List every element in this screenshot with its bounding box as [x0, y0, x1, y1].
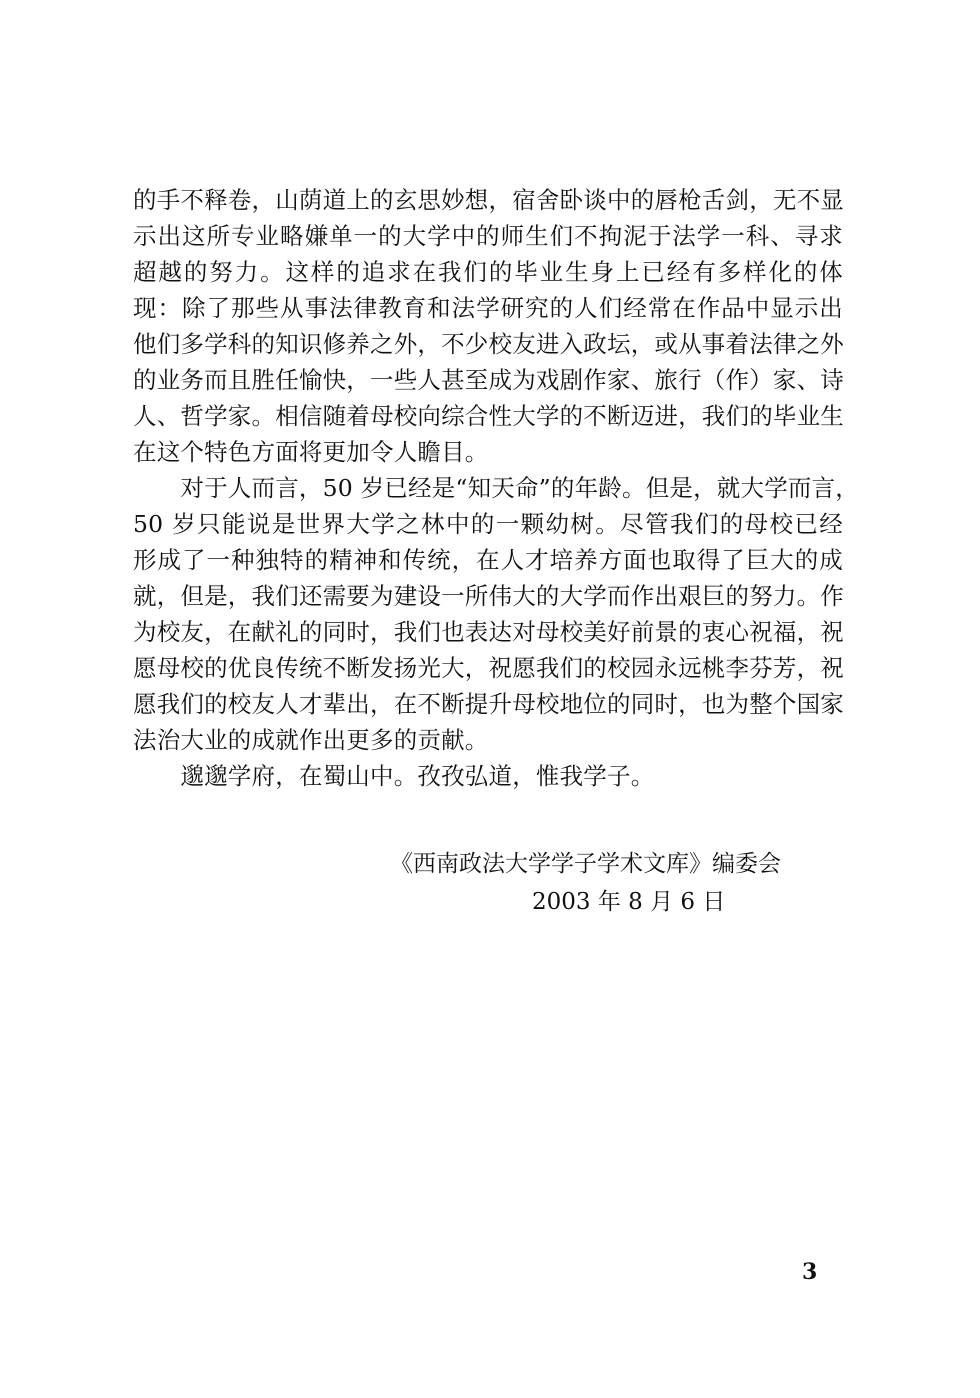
text-line: 愿母校的优良传统不断发扬光大，祝愿我们的校园永远桃李芬芳，祝 [133, 654, 844, 682]
text-line: 人、哲学家。相信随着母校向综合性大学的不断迈进，我们的毕业生 [133, 402, 844, 430]
text-line: 的手不释卷，山荫道上的玄思妙想，宿舍卧谈中的唇枪舌剑，无不显 [133, 186, 844, 214]
text-line: 愿我们的校友人才辈出，在不断提升母校地位的同时，也为整个国家 [133, 690, 844, 718]
text-line: 法治大业的成就作出更多的贡献。 [133, 726, 489, 754]
text-line: 对于人而言，50 岁已经是“知天命”的年龄。但是，就大学而言， [133, 474, 859, 502]
page-number: 3 [802, 1259, 818, 1285]
text-line: 他们多学科的知识修养之外，不少校友进入政坛，或从事着法律之外 [133, 330, 844, 358]
text-line: 50 岁只能说是世界大学之林中的一颗幼树。尽管我们的母校已经 [133, 510, 843, 538]
text-line: 就，但是，我们还需要为建设一所伟大的大学而作出艰巨的努力。作 [133, 582, 844, 610]
signature: 《西南政法大学学子学术文库》编委会 [390, 851, 781, 877]
text-line: 为校友，在献礼的同时，我们也表达对母校美好前景的衷心祝福，祝 [133, 618, 844, 646]
date: 2003 年 8 月 6 日 [532, 889, 726, 915]
text-line: 在这个特色方面将更加令人瞻目。 [133, 438, 489, 466]
text-line: 的业务而且胜任愉快，一些人甚至成为戏剧作家、旅行（作）家、诗 [133, 366, 844, 394]
body-text [133, 182, 859, 794]
text-line: 超越的努力。这样的追求在我们的毕业生身上已经有多样化的体 [133, 258, 843, 286]
text-line: 示出这所专业略嫌单一的大学中的师生们不拘泥于法学一科、寻求 [133, 222, 843, 250]
text-line: 形成了一种独特的精神和传统，在人才培养方面也取得了巨大的成 [133, 546, 843, 574]
text-line: 邈邈学府，在蜀山中。孜孜弘道，惟我学子。 [133, 762, 655, 790]
text-line: 现：除了那些从事法律教育和法学研究的人们经常在作品中显示出 [133, 294, 843, 322]
